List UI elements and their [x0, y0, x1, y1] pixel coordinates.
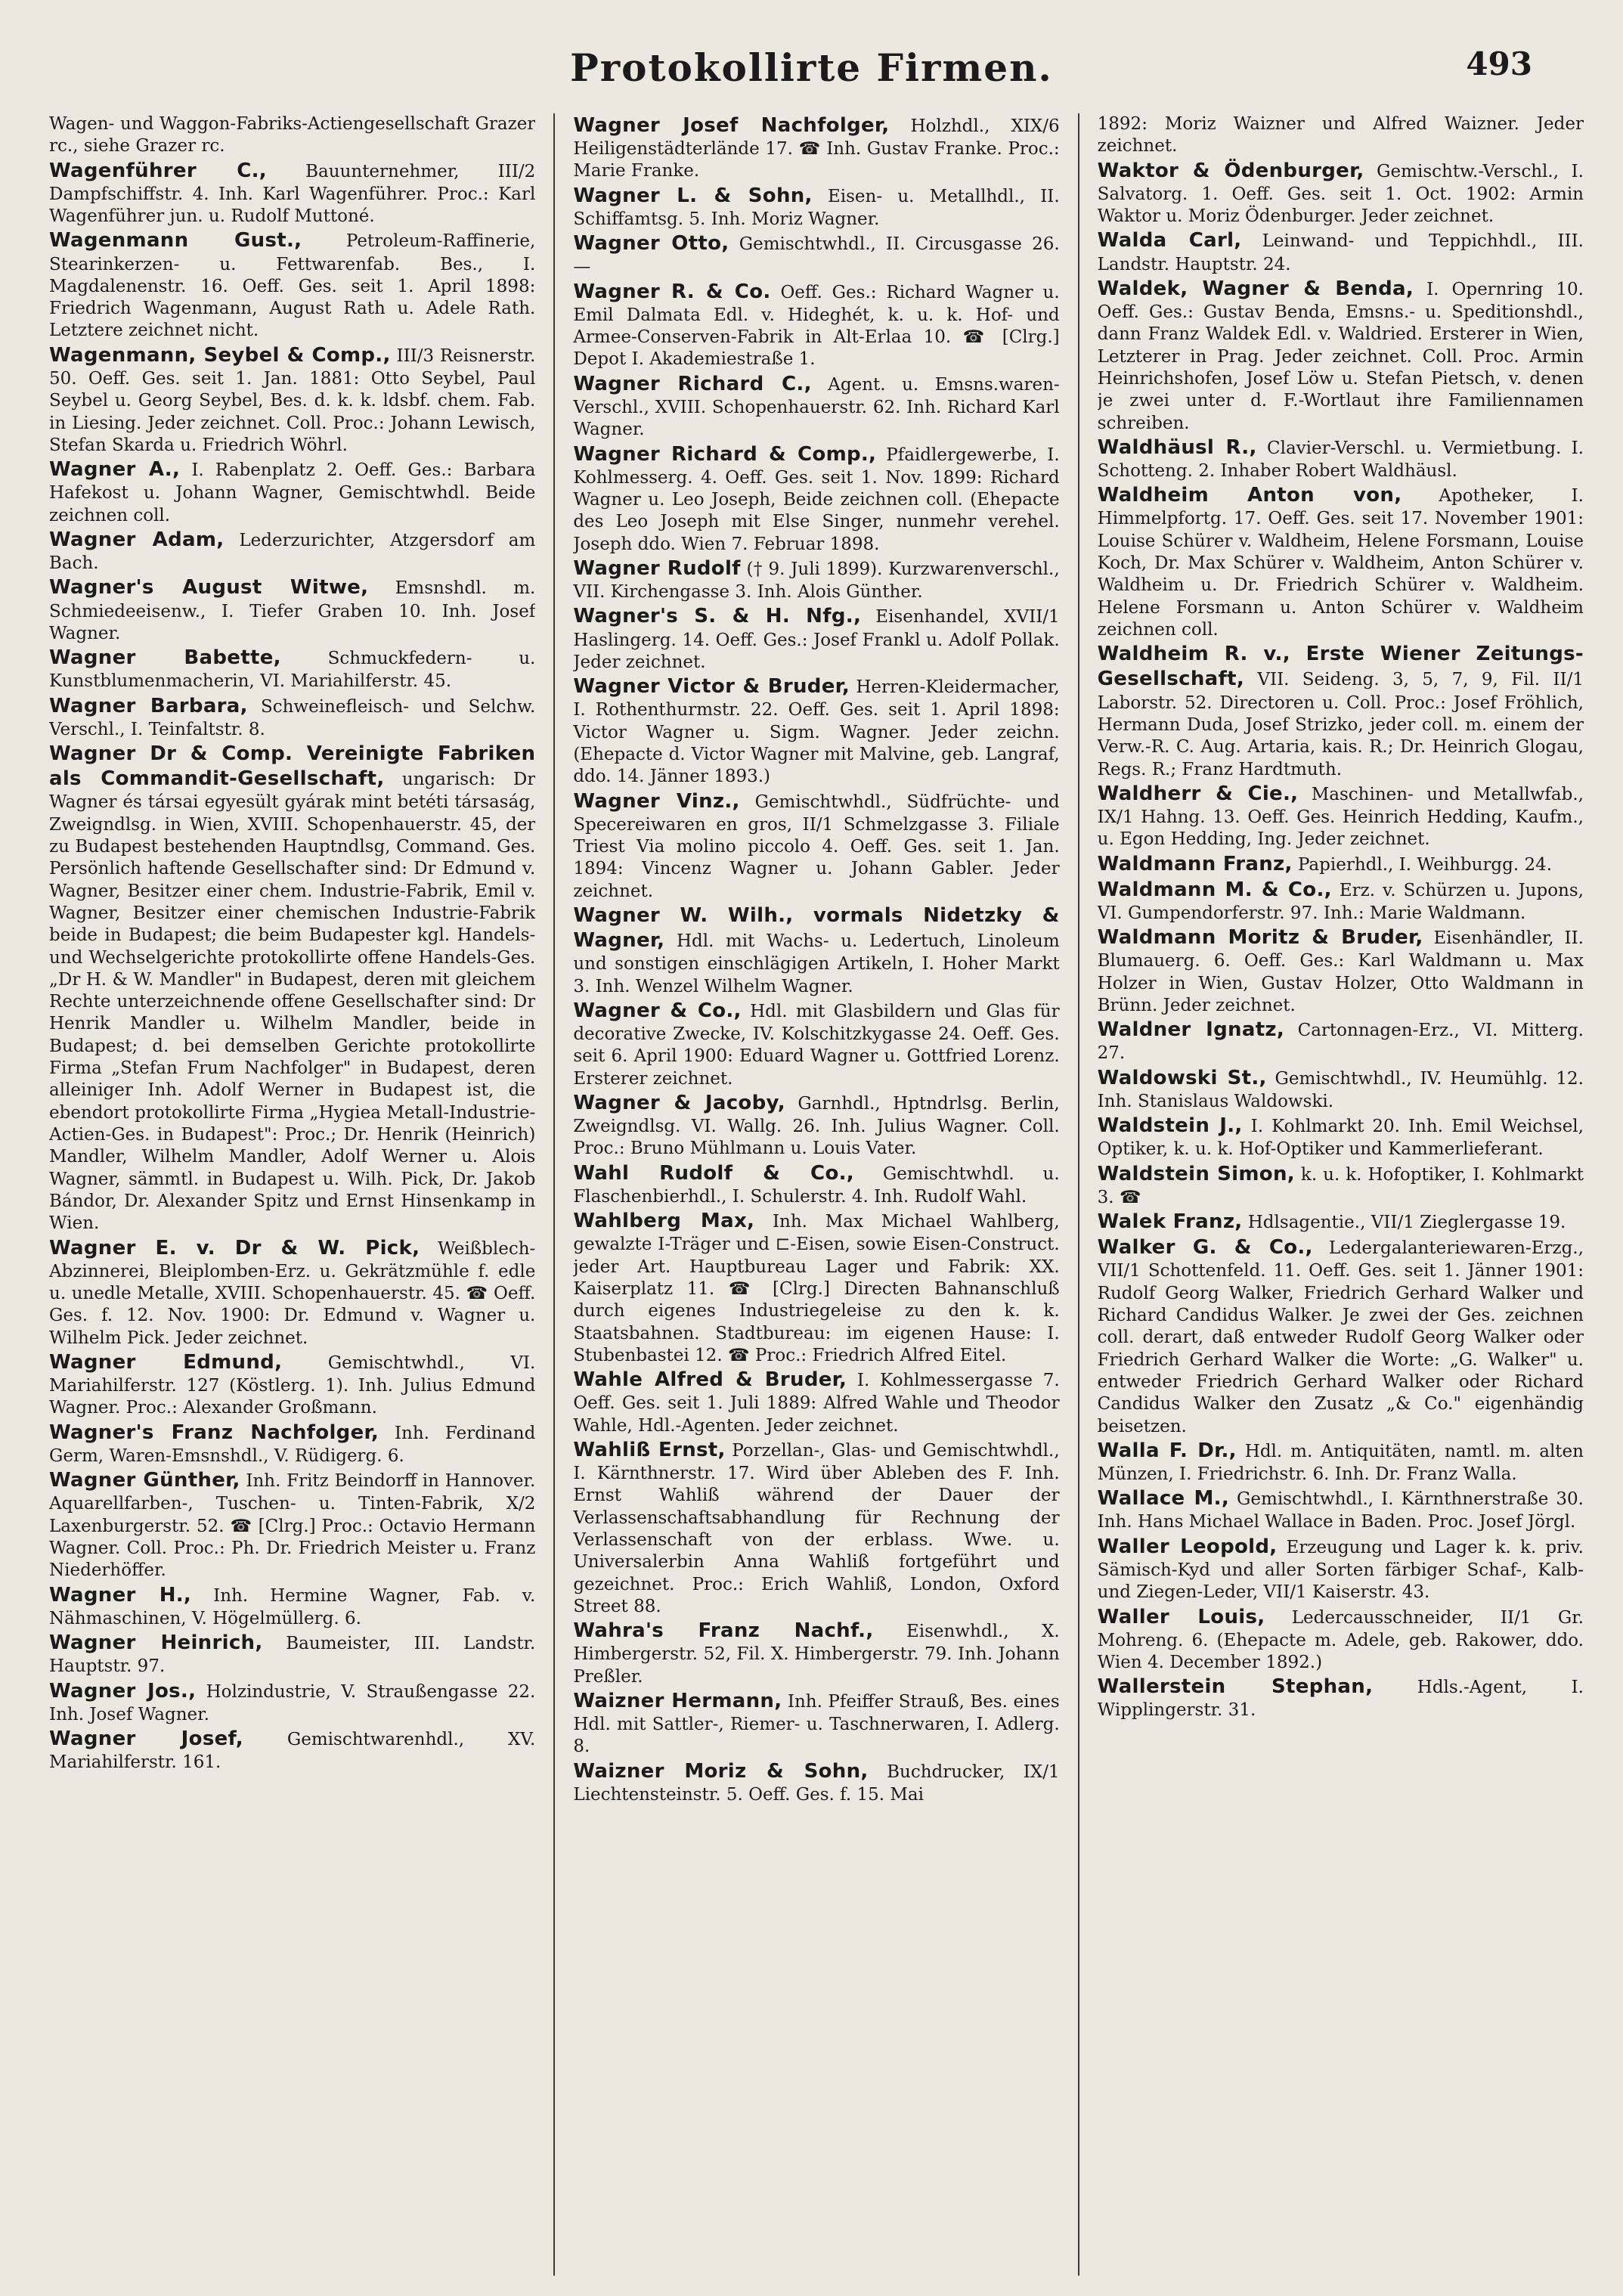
directory-entry — [573, 556, 1059, 603]
directory-entry — [573, 1209, 1059, 1367]
entry-firm-name: Wagner Richard C., — [573, 372, 812, 395]
entry-firm-name: Wagenführer C., — [49, 159, 267, 182]
directory-entry — [1098, 1018, 1584, 1064]
entry-details: Erz. v. Schürzen u. Jupons, VI. Gumpendorferstr. 97. Inh.: Marie Waldmann. — [1097, 880, 1584, 923]
entry-details: Maschinen- und Metallwfab., IX/1 Hahng. 13. Oeff. Ges. Heinrich Hedding, Kaufm., u. Egon Hedding, Ing. Jeder zeichnet. — [1097, 784, 1584, 850]
directory-entry — [573, 372, 1059, 442]
entry-details: Agent. u. Emsns.waren-Verschl., XVIII. Schopenhauerstr. 62. Inh. Richard Karl Wagner. — [573, 374, 1060, 440]
directory-entry — [573, 1689, 1059, 1758]
entry-firm-name: Walda Carl, — [1097, 229, 1242, 253]
column-left — [49, 113, 535, 2276]
directory-entry — [1098, 852, 1584, 877]
entry-firm-name: Wagner Adam, — [49, 528, 225, 551]
entry-firm-name: Wagner Vinz., — [573, 789, 740, 813]
directory-entry — [49, 1236, 535, 1349]
entry-details: Inh. Max Michael Wahlberg, gewalzte I-Träger und ⊏-Eisen, sowie Eisen-Construct. jeder Art. Hauptbureau Lager und Fabrik: XX. Kaiserplatz 11. ☎ [Clrg.] Directen Bahnanschluß durch eigenes Industriegeleise zu den k. k. Staatsbahnen. Stadtbureau: im eigenen Hause: I. Stubenbastei 12. ☎ Proc.: Friedrich Alfred Eitel. — [573, 1212, 1060, 1365]
entry-details: VII. Seideng. 3, 5, 7, 9, Fil. II/1 Laborstr. 52. Directoren u. Coll. Proc.: Josef Fröhlich, Hermann Duda, Josef Strizko, jeder coll. m. einem der Verw.-R. C. Aug. Artaria, kais. R.; Dr. Heinrich Glogau, Regs. R.; Franz Hardtmuth. — [1097, 670, 1584, 779]
directory-entry — [49, 575, 535, 645]
entry-firm-name: Wagenmann Gust., — [49, 229, 302, 253]
page-title: Protokollirte Firmen. — [570, 45, 1053, 90]
entry-details: Clavier-Verschl. u. Vermietbung. I. Schotteng. 2. Inhaber Robert Waldhäusl. — [1097, 438, 1584, 481]
entry-details: I. Rabenplatz 2. Oeff. Ges.: Barbara Hafekost u. Johann Wagner, Gemischtwhdl. Beide zeichnen coll. — [49, 460, 536, 525]
entry-firm-name: Wagner Jos., — [49, 1679, 197, 1703]
entry-firm-name: Wagner Rudolf — [573, 556, 741, 580]
entry-firm-name: Wagner E. v. Dr & W. Pick, — [49, 1236, 420, 1260]
entry-firm-name: Wagner R. & Co. — [573, 280, 771, 303]
directory-entry — [49, 113, 535, 158]
directory-entry — [1098, 1675, 1584, 1721]
directory-entry — [49, 694, 535, 741]
entry-details: Erzeugung und Lager k. k. priv. Sämisch-Kyd und aller Sorten färbiger Schaf-, Kalb- und Ziegen-Leder, VII/1 Kaiserstr. 43. — [1097, 1537, 1584, 1603]
entry-details: Garnhdl., Hptndrlsg. Berlin, Zweigndlsg. VI. Wallg. 26. Inh. Julius Wagner. Coll. Proc.: Bruno Mühlmann u. Louis Vater. — [573, 1093, 1060, 1159]
entry-details: Papierhdl., I. Weihburgg. 24. — [1297, 854, 1553, 875]
entry-details: ungarisch: Dr Wagner és társai egyesült gyárak mint betéti társaság, Zweigndlsg. in Wien, XVIII. Schopenhauerstr. 45, der zu Budapest bestehenden Hauptndlsg, Command. Ges. Persönlich haftende Gesellschafter sind: Dr Edmund v. Wagner, Besitzer einer chem. Industrie-Fabrik, Emil v. Wagner, Besitzer einer chemischen Industrie-Fabrik beide in Budapest; die beim Budapester kgl. Handels- und Wechselgerichte protokollirte offene Handels-Ges. „Dr H. & W. Mandler" in Budapest, deren mit gleichem Rechte unterzeichnende offene Gesellschafter sind: Dr Henrik Mandler u. Wilhelm Mandler, beide in Budapest; d. bei demselben Gerichte protokollirte Firma „Stefan Frum Nachfolger" in Budapest, deren alleiniger Inh. Adolf Werner in Budapest ist, die ebendort protokollirte Firma „Hygiea Metall-Industrie-Actien-Ges. in Budapest": Proc.; Dr. Henrik (Heinrich) Mandler, Wilhelm Mandler, Adolf Werner u. Alois Wagner, sämmtl. in Budapest u. Wilh. Pick, Dr. Jakob Bándor, Dr. Alexander Spitz und Ernst Hinsenkamp in Wien. — [49, 770, 536, 1234]
directory-entry — [573, 1091, 1059, 1160]
entry-firm-name: Waldek, Wagner & Benda, — [1097, 277, 1414, 300]
directory-entry — [49, 457, 535, 527]
entry-firm-name: Wahra's Franz Nachf., — [573, 1619, 874, 1643]
directory-entry — [1098, 1535, 1584, 1604]
entry-firm-name: Waldmann Moritz & Bruder, — [1097, 926, 1423, 950]
directory-entry — [573, 674, 1059, 788]
entry-details: Ledercausschneider, II/1 Gr. Mohreng. 6. (Ehepacte m. Adele, geb. Rakower, ddo. Wien 4. December 1892.) — [1097, 1607, 1584, 1673]
entry-firm-name: Wahliß Ernst, — [573, 1438, 726, 1461]
directory-entry — [573, 231, 1059, 278]
entry-details: Weißblech-Abzinnerei, Bleiplomben-Erz. u. Gekrätzmühle f. edle u. unedle Metalle, XVIII. Schopenhauerstr. 45. ☎ Oeff. Ges. f. 12. Nov. 1900: Dr. Edmund v. Wagner u. Wilhelm Pick. Jeder zeichnet. — [49, 1238, 536, 1348]
entry-details: Apotheker, I. Himmelpfortg. 17. Oeff. Ges. seit 17. November 1901: Louise Schürer v. Waldheim, Helene Forsmann, Louise Koch, Dr. Max Schürer v. Waldheim, Anton Schürer v. Waldheim u. Dr. Friedrich Schürer v. Waldheim. Helene Forsmann u. Anton Schürer v. Waldheim zeichnen coll. — [1097, 486, 1584, 640]
entry-firm-name: Wagner Barbara, — [49, 694, 248, 717]
entry-details: Hdl. m. Antiquitäten, namtl. m. alten Münzen, I. Friedrichstr. 6. Inh. Dr. Franz Walla. — [1097, 1441, 1584, 1485]
directory-entry — [573, 1368, 1059, 1437]
entry-firm-name: Waller Leopold, — [1097, 1535, 1278, 1558]
entry-details: Inh. Pfeiffer Strauß, Bes. eines Hdl. mit Sattler-, Riemer- u. Taschnerwaren, I. Adlerg. 8. — [573, 1691, 1060, 1757]
entry-details: 1892: Moriz Waizner und Alfred Waizner. Jeder zeichnet. — [1097, 114, 1584, 156]
directory-entry — [49, 528, 535, 575]
entry-firm-name: Waizner Hermann, — [573, 1689, 782, 1712]
directory-entry — [1098, 1210, 1584, 1235]
entry-firm-name: Wagner A., — [49, 458, 181, 482]
directory-entry — [1098, 925, 1584, 1017]
entry-details: Hdls.-Agent, I. Wipplingerstr. 31. — [1097, 1678, 1584, 1721]
directory-entry — [573, 1619, 1059, 1688]
entry-details: Lederzurichter, Atzgersdorf am Bach. — [49, 530, 536, 574]
directory-entry — [1098, 228, 1584, 275]
directory-entry — [49, 1583, 535, 1630]
entry-firm-name: Wahl Rudolf & Co., — [573, 1161, 854, 1185]
entry-firm-name: Wagner & Co., — [573, 999, 742, 1022]
directory-entry — [573, 1161, 1059, 1208]
directory-entry — [1098, 1486, 1584, 1533]
entry-details: Holzindustrie, V. Straußengasse 22. Inh. Josef Wagner. — [49, 1681, 536, 1724]
entry-details: Leinwand- und Teppichhdl., III. Landstr. Hauptstr. 24. — [1097, 231, 1584, 274]
directory-entry — [1098, 159, 1584, 228]
directory-entry — [573, 1438, 1059, 1618]
directory-entry — [49, 228, 535, 342]
entry-details: Oeff. Ges.: Richard Wagner u. Emil Dalmata Edl. v. Hideghét, k. u. k. Hof- und Armee-Conserven-Fabrik in Alt-Erlaa 10. ☎ [Clrg.] Depot I. Akademiestraße 1. — [573, 282, 1060, 370]
entry-firm-name: Wagenmann, Seybel & Comp., — [49, 343, 391, 367]
entry-firm-name: Wagner Edmund, — [49, 1350, 283, 1374]
entry-details: Inh. Fritz Beindorff in Hannover. Aquarellfarben-, Tuschen- u. Tinten-Fabrik, X/2 Laxenburgerstr. 52. ☎ [Clrg.] Proc.: Octavio Hermann Wagner. Coll. Proc.: Ph. Dr. Friedrich Meister u. Franz Niederhöffer. — [49, 1471, 536, 1581]
directory-entry — [49, 1350, 535, 1420]
entry-firm-name: Wallerstein Stephan, — [1097, 1675, 1374, 1699]
entry-firm-name: Waktor & Ödenburger, — [1097, 159, 1364, 182]
entry-details: Inh. Hermine Wagner, Fab. v. Nähmaschinen, V. Högelmüllerg. 6. — [49, 1585, 536, 1628]
entry-firm-name: Wagner H., — [49, 1583, 192, 1607]
directory-entry — [573, 113, 1059, 183]
directory-entry — [1098, 1162, 1584, 1209]
entry-firm-name: Waldstein Simon, — [1097, 1162, 1295, 1185]
directory-entry — [573, 789, 1059, 903]
directory-entry — [573, 442, 1059, 556]
column-right — [1098, 113, 1584, 2276]
entry-firm-name: Waldmann Franz, — [1097, 852, 1293, 875]
entry-details: Eisenhandel, XVII/1 Haslingerg. 14. Oeff. Ges.: Josef Frankl u. Adolf Pollak. Jeder zeichnet. — [573, 607, 1060, 672]
entry-firm-name: Wagner Josef Nachfolger, — [573, 114, 890, 137]
entry-details: Baumeister, III. Landstr. Hauptstr. 97. — [49, 1634, 536, 1677]
entry-firm-name: Wagner Günther, — [49, 1469, 240, 1492]
directory-entry — [1098, 1439, 1584, 1486]
entry-details: k. u. k. Hofoptiker, I. Kohlmarkt 3. ☎ — [1097, 1164, 1584, 1207]
directory-entry — [1098, 277, 1584, 435]
entry-firm-name: Wagner Otto, — [573, 232, 729, 256]
entry-details: III/3 Reisnerstr. 50. Oeff. Ges. seit 1. Jan. 1881: Otto Seybel, Paul Seybel u. Georg Seybel, Bes. d. k. k. ldsbf. chem. Fab. in Liesing. Jeder zeichnet. Coll. Proc.: Johann Lewisch, Stefan Skarda u. Friedrich Wöhrl. — [49, 345, 536, 455]
entry-firm-name: Wagner's August Witwe, — [49, 576, 369, 600]
directory-entry — [49, 1421, 535, 1467]
directory-entry — [1098, 435, 1584, 482]
entry-firm-name: Wagner's S. & H. Nfg., — [573, 605, 862, 628]
entry-details: Holzhdl., XIX/6 Heiligenstädterlände 17. ☎ Inh. Gustav Franke. Proc.: Marie Franke. — [573, 116, 1060, 181]
directory-entry — [1098, 782, 1584, 851]
directory-entry — [49, 1727, 535, 1774]
entry-firm-name: Wagner Dr & Comp. Vereinigte Fabriken als Commandit-Gesellschaft, — [49, 742, 536, 791]
entry-firm-name: Waldmann M. & Co., — [1097, 878, 1332, 901]
directory-entry — [1098, 113, 1584, 158]
entry-firm-name: Waldherr & Cie., — [1097, 782, 1299, 805]
entry-details: Petroleum-Raffinerie, Stearinkerzen- u. Fettwarenfab. Bes., I. Magdalenenstr. 16. Oeff. Ges. seit 1. April 1898: Friedrich Wagenmann, August Rath u. Adele Rath. Letztere zeichnet nicht. — [49, 231, 536, 341]
entry-firm-name: Walker G. & Co., — [1097, 1236, 1313, 1260]
directory-entry — [1098, 878, 1584, 925]
entry-firm-name: Waldner Ignatz, — [1097, 1018, 1285, 1042]
entry-details: Eisen- u. Metallhdl., II. Schiffamtsg. 5. Inh. Moriz Wagner. — [573, 186, 1060, 229]
directory-entry — [49, 1679, 535, 1726]
directory-entry — [573, 604, 1059, 674]
entry-details: Emsnshdl. m. Schmiedeeisenw., I. Tiefer Graben 10. Inh. Josef Wagner. — [49, 578, 536, 643]
entry-details: Gemischtwhdl. u. Flaschenbierhdl., I. Schulerstr. 4. Inh. Rudolf Wahl. — [573, 1163, 1060, 1207]
directory-entry — [573, 903, 1059, 998]
entry-details: Wagen- und Waggon-Fabriks-Actiengesellschaft Grazer rc., siehe Grazer rc. — [49, 114, 536, 156]
entry-details: Ledergalanteriewaren-Erzg., VII/1 Schottenfeld. 11. Oeff. Ges. seit 1. Jänner 1901: Rudolf Georg Walker, Friedrich Gerhard Walker und Richard Candidus Walker. Je zwei der Ges. zeichnen coll. derart, daß entweder Rudolf Georg Walker oder Friedrich Gerhard Walker die Worte: „G. Walker" u. entweder Friedrich Gerhard Walker oder Richard Candidus Walker den Zusatz „& Co." eigenhändig beisetzen. — [1097, 1238, 1584, 1436]
entry-details: I. Opernring 10. Oeff. Ges.: Gustav Benda, Emsns.- u. Speditionshdl., dann Franz Waldek Edl. v. Waldried. Ersterer in Wien, Letzterer in Prag. Jeder zeichnet. Coll. Proc. Armin Heinrichshofen, Josef Löw u. Stefan Pietsch, v. denen je zwei unter d. F.-Wortlaut ihre Familiennamen schreiben. — [1097, 279, 1584, 433]
entry-firm-name: Wagner Heinrich, — [49, 1631, 263, 1655]
page-header — [0, 30, 1623, 98]
entry-details: Gemischtwhdl., I. Kärnthnerstraße 30. Inh. Hans Michael Wallace in Baden. Proc. Josef Jörgl. — [1097, 1489, 1584, 1532]
entry-firm-name: Walek Franz, — [1097, 1210, 1243, 1234]
entry-details: Schweinefleisch- und Selchw. Verschl., I. Teinfaltstr. 8. — [49, 696, 536, 739]
entry-details: Eisenwhdl., X. Himbergerstr. 52, Fil. X. Himbergerstr. 79. Inh. Johann Preßler. — [573, 1622, 1060, 1687]
entry-details: Cartonnagen-Erz., VI. Mitterg. 27. — [1097, 1021, 1584, 1064]
column-divider — [1078, 113, 1079, 2276]
directory-entry — [1098, 1235, 1584, 1438]
entry-details: I. Kohlmessergasse 7. Oeff. Ges. seit 1. Juli 1889: Alfred Wahle und Theodor Wahle, Hdl.-Agenten. Jeder zeichnet. — [573, 1371, 1060, 1436]
entry-firm-name: Waldheim Anton von, — [1097, 484, 1402, 507]
directory-entry — [49, 1468, 535, 1582]
entry-firm-name: Waizner Moriz & Sohn, — [573, 1759, 869, 1783]
entry-firm-name: Wagner W. Wilh., vormals Nidetzky & Wagner, — [573, 903, 1060, 953]
entry-firm-name: Wagner Josef, — [49, 1727, 243, 1750]
entry-firm-name: Wagner L. & Sohn, — [573, 184, 813, 207]
directory-entry — [49, 742, 535, 1235]
entry-details: Gemischtwarenhdl., XV. Mariahilferstr. 161. — [49, 1729, 536, 1773]
entry-details: Pfaidlergewerbe, I. Kohlmesserg. 4. Oeff. Ges. seit 1. Nov. 1899: Richard Wagner u. Leo Joseph, Beide zeichnen coll. (Ehepacte des Leo Joseph mit Else Singer, nunmehr verehel. Joseph ddo. Wien 7. Februar 1898. — [573, 445, 1060, 554]
directory-entry — [573, 1759, 1059, 1806]
entry-firm-name: Wahlberg Max, — [573, 1210, 755, 1233]
entry-firm-name: Waldstein J., — [1097, 1114, 1243, 1138]
entry-details: Gemischtw.-Verschl., I. Salvatorg. 1. Oeff. Ges. seit 1. Oct. 1902: Armin Waktor u. Moriz Ödenburger. Jeder zeichnet. — [1097, 161, 1584, 227]
directory-entry — [1098, 1114, 1584, 1160]
entry-firm-name: Wagner & Jacoby, — [573, 1091, 785, 1114]
directory-entry — [573, 999, 1059, 1090]
entry-details: Inh. Ferdinand Germ, Waren-Emsnshdl., V. Rüdigerg. 6. — [49, 1423, 536, 1466]
column-middle — [573, 113, 1059, 2276]
entry-details: Hdl. mit Wachs- u. Ledertuch, Linoleum und sonstigen einschlägigen Artikeln, I. Hoher Markt 3. Inh. Wenzel Wilhelm Wagner. — [573, 931, 1060, 996]
entry-firm-name: Wahle Alfred & Bruder, — [573, 1368, 847, 1392]
entry-firm-name: Wagner Richard & Comp., — [573, 442, 877, 466]
columns — [49, 113, 1584, 2276]
entry-details: Hdl. mit Glasbildern und Glas für decorative Zwecke, IV. Kolschitzkygasse 24. Oeff. Ges. seit 6. April 1900: Eduard Wagner u. Gottfried Lorenz. Ersterer zeichnet. — [573, 1001, 1060, 1089]
directory-entry — [573, 184, 1059, 231]
entry-details: Hdlsagentie., VII/1 Zieglergasse 19. — [1247, 1213, 1566, 1233]
entry-details: Gemischtwhdl., Südfrüchte- und Specereiwaren en gros, II/1 Schmelzgasse 3. Filiale Triest Via molino piccolo 4. Oeff. Ges. seit 1. Jan. 1894: Vincenz Wagner u. Johann Gabler. Jeder zeichnet. — [573, 792, 1060, 901]
directory-entry — [49, 159, 535, 228]
entry-firm-name: Walla F. Dr., — [1097, 1439, 1237, 1462]
entry-details: Gemischtwhdl., IV. Heumühlg. 12. Inh. Stanislaus Waldowski. — [1097, 1068, 1584, 1111]
directory-entry — [1098, 1066, 1584, 1113]
entry-details: Bauunternehmer, III/2 Dampfschiffstr. 4. Inh. Karl Wagenführer. Proc.: Karl Wagenführer jun. u. Rudolf Muttoné. — [49, 161, 536, 227]
entry-firm-name: Waldowski St., — [1097, 1066, 1267, 1089]
entry-details: Schmuckfedern- u. Kunstblumenmacherin, VI. Mariahilferstr. 45. — [49, 649, 536, 692]
entry-firm-name: Wagner's Franz Nachfolger, — [49, 1421, 379, 1444]
directory-entry — [49, 646, 535, 693]
entry-firm-name: Waldhäusl R., — [1097, 435, 1257, 459]
entry-firm-name: Waller Louis, — [1097, 1605, 1265, 1628]
directory-entry — [49, 343, 535, 457]
column-divider — [553, 113, 555, 2276]
directory-entry — [1098, 483, 1584, 641]
directory-entry — [573, 280, 1059, 371]
entry-details: I. Kohlmarkt 20. Inh. Emil Weichsel, Optiker, k. u. k. Hof-Optiker und Kammerlieferant. — [1097, 1117, 1584, 1160]
entry-details: Gemischtwhdl., II. Circusgasse 26. — — [573, 234, 1060, 277]
entry-details: Gemischtwhdl., VI. Mariahilferstr. 127 (Köstlerg. 1). Inh. Julius Edmund Wagner. Proc.: Alexander Großmann. — [49, 1353, 536, 1418]
entry-details: († 9. Juli 1899). Kurzwarenverschl., VII. Kirchengasse 3. Inh. Alois Günther. — [573, 559, 1060, 603]
entry-details: Eisenhändler, II. Blumauerg. 6. Oeff. Ges.: Karl Waldmann u. Max Holzer in Wien, Gustav Holzer, Otto Waldmann in Brünn. Jeder zeichnet. — [1097, 928, 1584, 1015]
directory-entry — [49, 1631, 535, 1678]
page-number: 493 — [1466, 45, 1532, 82]
entry-firm-name: Wagner Babette, — [49, 646, 281, 670]
directory-entry — [1098, 1605, 1584, 1675]
entry-details: Porzellan-, Glas- und Gemischtwhdl., I. Kärnthnerstr. 17. Wird über Ableben des F. Inh. Ernst Wahliß während der Dauer der Verlassenschaftsabhandlung für Rechnung der Verlassenschaft von der erblass. Wwe. u. Universalerbin Anna Wahliß fortgeführt und gezeichnet. Proc.: Erich Wahliß, London, Oxford Street 88. — [573, 1440, 1060, 1616]
directory-entry — [1098, 642, 1584, 781]
entry-firm-name: Wagner Victor & Bruder, — [573, 675, 850, 699]
entry-details: Buchdrucker, IX/1 Liechtensteinstr. 5. Oeff. Ges. f. 15. Mai — [573, 1762, 1060, 1805]
entry-firm-name: Waldheim R. v., Erste Wiener Zeitungs-Gesellschaft, — [1097, 643, 1584, 691]
entry-details: Herren-Kleidermacher, I. Rothenthurmstr. 22. Oeff. Ges. seit 1. April 1898: Victor Wagner u. Sigm. Wagner. Jeder zeichn. (Ehepacte d. Victor Wagner mit Malvine, geb. Langraf, ddo. 14. Jänner 1893.) — [573, 677, 1060, 787]
entry-firm-name: Wallace M., — [1097, 1487, 1230, 1511]
